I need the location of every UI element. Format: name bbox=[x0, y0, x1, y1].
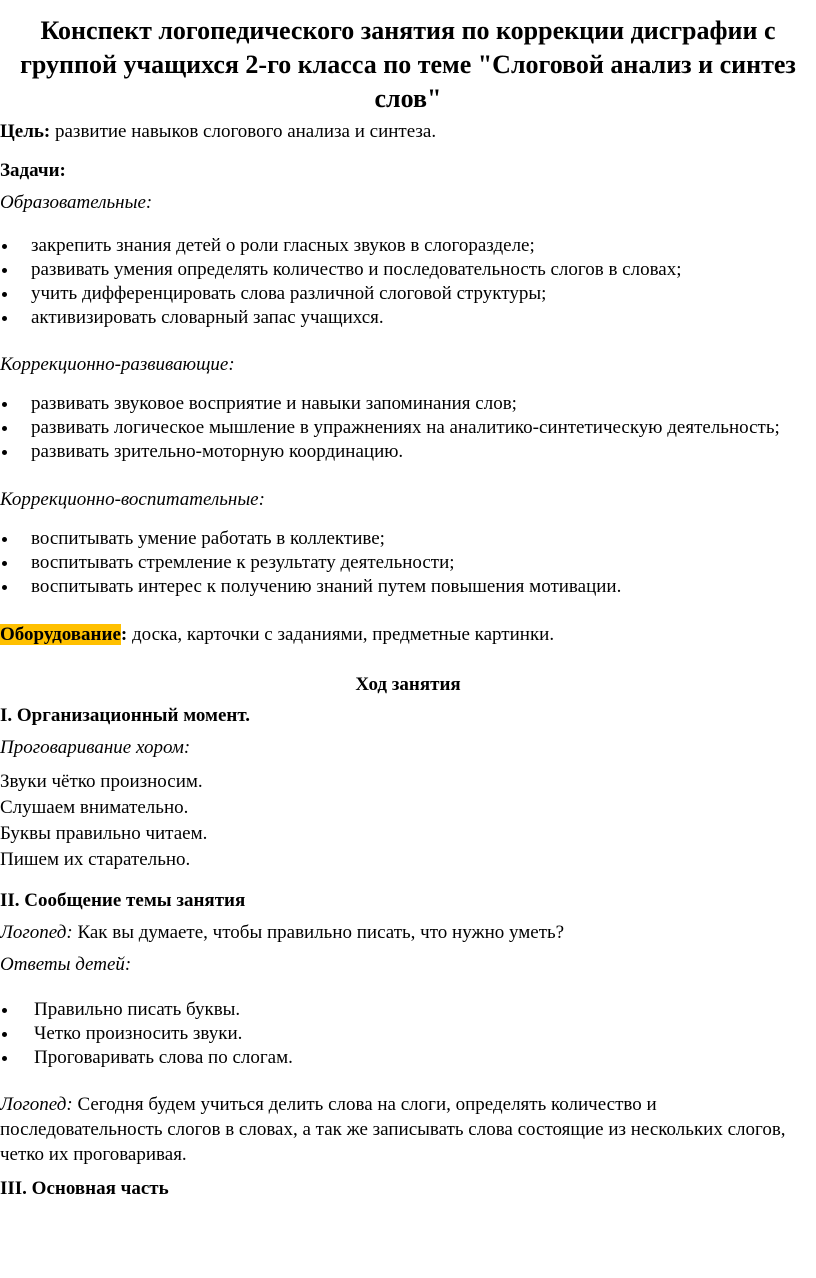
list-item: закрепить знания детей о роли гласных звуков в слогоразделе; bbox=[0, 234, 816, 258]
list-item: Четко произносить звуки. bbox=[0, 1022, 816, 1046]
list-item: развивать звуковое восприятие и навыки запоминания слов; bbox=[0, 392, 816, 416]
corrective-dev-list bbox=[0, 392, 816, 464]
list-item: Правильно писать буквы. bbox=[0, 998, 816, 1022]
list-item: воспитывать умение работать в коллективе; bbox=[0, 527, 816, 551]
answers-label: Ответы детей: bbox=[0, 954, 132, 975]
list-item: Проговаривать слова по слогам. bbox=[0, 1046, 816, 1070]
section1-heading: I. Организационный момент. bbox=[0, 705, 251, 726]
equipment-text: доска, карточки с заданиями, предметные картинки. bbox=[127, 624, 555, 645]
educational-list bbox=[0, 234, 816, 330]
final-text: Сегодня будем учиться делить слова на слоги, определять количество и последовательность слогов в словах, а так же записывать слова состоящие из нескольких слогов, четко их проговаривая. bbox=[0, 1094, 786, 1165]
course-heading: Ход занятия bbox=[355, 674, 461, 695]
equipment-paragraph bbox=[0, 621, 816, 648]
tasks-label: Задачи: bbox=[0, 160, 66, 181]
corrective-dev-heading: Коррекционно-развивающие: bbox=[0, 354, 235, 375]
goal-paragraph bbox=[0, 118, 816, 145]
goal-label: Цель: bbox=[0, 121, 51, 142]
equipment-label: Оборудование bbox=[0, 624, 121, 645]
chant-line: Пишем их старательно. bbox=[0, 849, 191, 870]
list-item: развивать зрительно-моторную координацию. bbox=[0, 440, 816, 464]
corrective-edu-heading: Коррекционно-воспитательные: bbox=[0, 489, 265, 510]
equipment-colon: : bbox=[120, 624, 128, 645]
speaker-label: Логопед: bbox=[0, 922, 73, 943]
document-title: Конспект логопедического занятия по коррекции дисграфии с группой учащихся 2-го класса по теме "Слоговой анализ и синтез слов" bbox=[20, 16, 796, 113]
chant-line: Слушаем внимательно. bbox=[0, 797, 189, 818]
answers-list bbox=[0, 998, 816, 1070]
chant-lines bbox=[0, 769, 816, 873]
list-item: развивать логическое мышление в упражнениях на аналитико-синтетическую деятельность; bbox=[0, 416, 816, 440]
list-item: учить дифференцировать слова различной слоговой структуры; bbox=[0, 282, 816, 306]
speaker-label: Логопед: bbox=[0, 1094, 73, 1115]
section2-heading: II. Сообщение темы занятия bbox=[0, 890, 246, 911]
section2-question bbox=[0, 919, 816, 946]
section3-heading: III. Основная часть bbox=[0, 1178, 169, 1199]
section2-final bbox=[0, 1092, 816, 1167]
corrective-edu-list bbox=[0, 527, 816, 599]
question-text: Как вы думаете, чтобы правильно писать, что нужно уметь? bbox=[72, 922, 565, 943]
list-item: воспитывать стремление к результату деятельности; bbox=[0, 551, 816, 575]
chant-line: Звуки чётко произносим. bbox=[0, 771, 203, 792]
chant-line: Буквы правильно читаем. bbox=[0, 823, 208, 844]
list-item: активизировать словарный запас учащихся. bbox=[0, 306, 816, 330]
goal-text: развитие навыков слогового анализа и синтеза. bbox=[50, 121, 437, 142]
list-item: воспитывать интерес к получению знаний путем повышения мотивации. bbox=[0, 575, 816, 599]
list-item: развивать умения определять количество и последовательность слогов в словах; bbox=[0, 258, 816, 282]
section1-subheading: Проговаривание хором: bbox=[0, 737, 191, 758]
educational-heading: Образовательные: bbox=[0, 192, 153, 213]
